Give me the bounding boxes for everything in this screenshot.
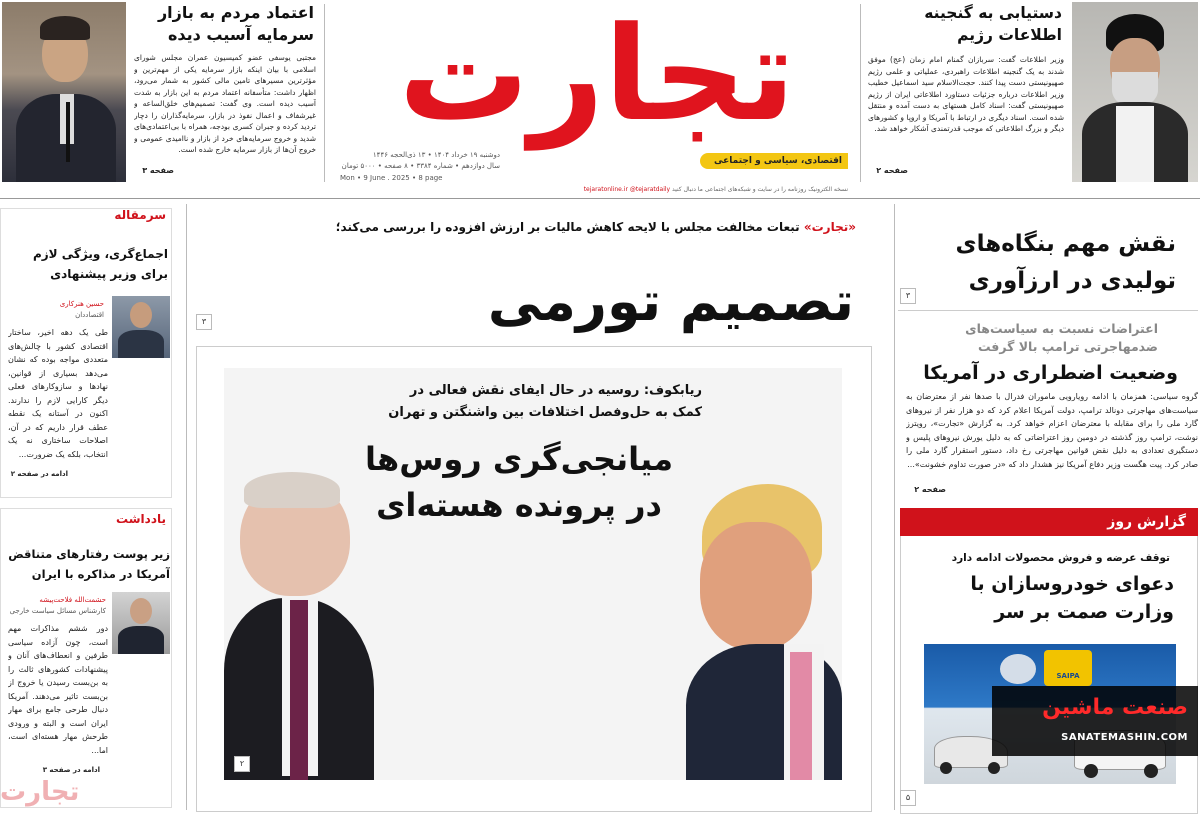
story2-page-ref: صفحه ۲: [914, 485, 946, 494]
story2-title: وضعیت اضطراری در آمریکا: [923, 362, 1178, 384]
top-left-page-ref: صفحه ۳: [142, 166, 174, 175]
report-page-box[interactable]: ۵: [900, 790, 916, 806]
masthead: [0, 0, 1200, 198]
editorial-author-photo: [112, 296, 170, 358]
dateline-fa: دوشنبه ۱۹ خرداد ۱۴۰۴ • ۱۳ ذی‌الحجه ۱۴۴۶: [372, 151, 500, 159]
masthead-logo: تجارت: [398, 0, 796, 150]
photo-headline-2: در پرونده هسته‌ای: [376, 486, 662, 524]
story2-kicker: اعتراضات نسبت به سیاست‌های ضدمهاجرتی ترامپ بالا گرفت: [965, 321, 1158, 354]
editorial-author: حسین هنرکاری: [59, 300, 104, 308]
note-author: حشمت‌الله فلاحت‌پیشه: [39, 596, 106, 604]
center-kicker-src: «تجارت»: [803, 220, 856, 234]
top-left-body: مجتبی یوسفی عضو کمیسیون عمران مجلس شورای اسلامی با بیان اینکه بازار سرمایه یکی از مهم‌ترین و مؤثرترین مسیرهای تامین مالی کشور به شمار می‌رود، اظهار داشت: متأسفانه اعتماد مردم به این بازار به شدت آسیب دیده است. وی گفت: تصمیم‌های خلق‌الساعه و غیرشفاف و اعمال نفوذ در بازار، سرمایه‌گذاران را دچار تردید کرده و جبران کسری بودجه، همراه با بی‌اعتمادی‌های شدید و خروج سرمایه‌های خرد از بازار و ناامیدی عمومی و خروج آن‌ها از بازار سرمایه خارج شده است.: [134, 53, 316, 154]
note-label: یادداشت: [116, 512, 166, 526]
masthead-footer: [500, 186, 848, 196]
masthead-footer-note: نسخه الکترونیک روزنامه را در سایت و شبکه‌های اجتماعی ما دنبال کنید: [672, 186, 848, 193]
social-link[interactable]: @tejaratdaily: [629, 186, 671, 193]
editorial-body: طی یک دهه اخیر، ساختار اقتصادی کشور با چالش‌های متعددی مواجه بوده که نشان می‌دهد بسیاری از قوانین، نهادها و سازوکارهای فعلی دیگر کارایی لازم را ندارند. اکنون در آستانه یک نقطه عطف قرار داریم که در آن، اصلاحات ساختاری نه یک انتخاب، بلکه یک ضرورت...: [8, 328, 108, 459]
main-headline: تصمیم تورمی: [487, 270, 854, 333]
center-kicker-text: تبعات مخالفت مجلس با لایحه کاهش مالیات بر ارزش افزوده را بررسی می‌کند؛: [335, 220, 800, 234]
dateline-en: Mon • 9 June . 2025 • 8 page: [340, 174, 443, 182]
top-right-body: وزیر اطلاعات گفت: سربازان گمنام امام زمان (عج) موفق شدند به یک گنجینه اطلاعات راهبردی، عملیاتی و علمی رژیم صهیونیستی دست پیدا کنند. حجت‌الاسلام سید اسماعیل خطیب وزیر اطلاعات درباره جزئیات دستاورد اطلاعاتی ایران از رژیم صهیونیستی گفت: اسناد کامل هستهای به دست آمده و منتقل شده است. اسناد دیگری در ارتباط با آمریکا و اروپا و کشورهای دیگر و بزرگ اطلاعاتی که موجب قدرتمندی آشکار خواهد شد.: [868, 55, 1064, 133]
lead-photo: [224, 368, 842, 780]
photo-page-box[interactable]: ۲: [234, 756, 250, 772]
editorial-title: اجماع‌گری، ویژگی لازم برای وزیر پیشنهادی: [32, 247, 168, 281]
center-kicker: [300, 220, 856, 240]
left-column: [0, 200, 178, 814]
top-right-page-ref: صفحه ۲: [876, 166, 908, 175]
saipa-logo: [1044, 650, 1092, 686]
note-continue: ادامه در صفحه ۳: [42, 766, 100, 774]
story1-title: نقش مهم بنگاه‌های تولیدی در ارزآوری: [955, 231, 1176, 294]
report-kicker: توقف عرضه و فروش محصولات ادامه دارد: [951, 552, 1170, 564]
right-column: [898, 200, 1200, 814]
editorial-role: اقتصاددان: [75, 311, 104, 319]
note-author-photo: [112, 592, 170, 654]
headline-page-box[interactable]: ۳: [196, 314, 212, 330]
center-column: [190, 200, 890, 814]
top-right-photo: [1072, 2, 1198, 182]
note-body: دور ششم مذاکرات مهم است، چون آزاده سیاسی طرفین و انعطاف‌های آنان و پیشنهادات کشورهای ثالث را به بن‌بست رسیدن یا خروج از بن‌بست تاثیر می‌دهند. آمریکا دنبال طرحی جامع برای مهار ایران است و البته و ورودی طرحش مهار هسته‌ای است، اما...: [8, 624, 108, 755]
note-role: کارشناس مسائل سیاست خارجی: [9, 607, 106, 615]
story2-body: گروه سیاسی: همزمان با ادامه رویارویی ماموران فدرال با صدها نفر از معترضان به سیاست‌های مهاجرتی دونالد ترامپ، دولت آمریکا اعلام کرد که دو هزار نفر از نیروهای گارد ملی را برای مقابله با معترضان اعزام خواهد کرد. به گزارش «تجارت»، رویترز نوشت، ترامپ روز گذشته در دومین روز اعتراضاتی که به دلیل یورش نیروهای پلیس و دستگیری تعدادی به دلیل نقض قوانین مهاجرتی رخ داد، دستور استقرار گارد ملی را صادر کرد. پیت هگست وزیر دفاع آمریکا نیز هشدار داد که «در صورت تداوم خشونت»...: [906, 392, 1198, 469]
bottom-logo: تجارت: [0, 777, 80, 807]
watermark-fa: صنعت ماشین: [1042, 695, 1188, 720]
tagline: اقتصادی، سیاسی و اجتماعی: [700, 153, 848, 169]
top-left-photo: [2, 2, 126, 182]
photo-headline-1: میانجی‌گری روس‌ها: [365, 440, 673, 478]
editorial-label: سرمقاله: [114, 208, 166, 222]
editorial-continue: ادامه در صفحه ۲: [10, 470, 68, 478]
watermark-box: [992, 686, 1198, 756]
report-title: دعوای خودروسازان با وزارت صمت بر سر: [970, 573, 1174, 623]
photo-kicker: ریابکوف: روسیه در حال ایفای نقش فعالی در کمک به حل‌وفصل اختلافات بین واشنگتن و تهران: [388, 383, 702, 420]
issue-fa: سال دوازدهم • شماره ۳۳۸۴ • ۸ صفحه • ۵۰۰۰ تومان: [341, 162, 500, 170]
report-label: گزارش روز: [900, 508, 1198, 536]
story1-page-box[interactable]: ۳: [900, 288, 916, 304]
note-title: زیر پوست رفتارهای متناقض آمریکا در مذاکره با ایران: [8, 547, 170, 581]
saipa-text: SAIPA: [1056, 672, 1080, 680]
top-left-title: اعتماد مردم به بازار سرمایه آسیب دیده: [157, 3, 314, 44]
website-link[interactable]: tejaratonline.ir: [583, 186, 628, 193]
watermark-en: SANATEMASHIN.COM: [1061, 732, 1188, 743]
top-right-title: دستیابی به گنجینه اطلاعات رژیم: [924, 4, 1062, 44]
